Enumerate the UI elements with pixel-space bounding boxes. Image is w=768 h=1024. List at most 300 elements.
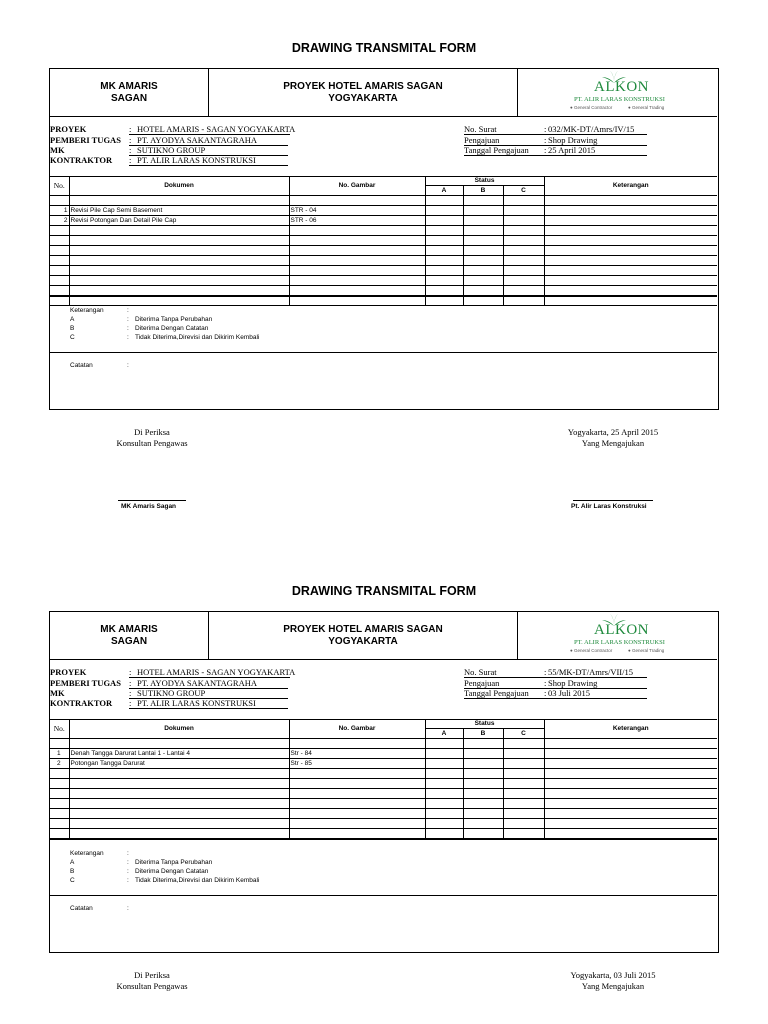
catatan-label: Catatan bbox=[70, 905, 93, 912]
info-value: 25 April 2015 bbox=[548, 145, 596, 155]
cell-dokumen: Revisi Potongan Dan Detail Pile Cap bbox=[69, 215, 289, 225]
legend-label: Keterangan bbox=[70, 307, 104, 314]
cell-b bbox=[463, 205, 503, 215]
header-consultant-line-1: MK AMARIS bbox=[100, 624, 158, 635]
info-colon: : bbox=[544, 678, 547, 688]
cell-empty bbox=[463, 225, 503, 235]
cell-empty bbox=[425, 255, 463, 265]
catatan-colon: : bbox=[127, 362, 129, 369]
info-label: MK bbox=[50, 688, 65, 698]
col-header-c: C bbox=[503, 185, 544, 195]
underline bbox=[129, 165, 288, 166]
cell-dokumen: Denah Tangga Darurat Lantai 1 - Lantai 4 bbox=[69, 748, 289, 758]
cell-keterangan bbox=[544, 748, 717, 758]
header-project bbox=[209, 69, 518, 117]
cell-empty bbox=[289, 285, 425, 295]
info-row-kontraktor bbox=[50, 155, 350, 165]
info-value: SUTIKNO GROUP bbox=[137, 688, 206, 698]
cell-empty bbox=[289, 225, 425, 235]
cell-empty bbox=[289, 265, 425, 275]
logo-company: PT. ALIR LARAS KONSTRUKSI bbox=[574, 639, 665, 646]
info-colon: : bbox=[544, 667, 547, 677]
info-colon: : bbox=[544, 135, 547, 145]
legend-item-a bbox=[70, 859, 213, 867]
cell-empty bbox=[289, 788, 425, 798]
info-colon: : bbox=[129, 688, 132, 698]
cell-empty bbox=[50, 798, 69, 808]
cell-empty bbox=[463, 265, 503, 275]
legend-item-a bbox=[70, 316, 213, 324]
cell-empty bbox=[50, 275, 69, 285]
info-value: HOTEL AMARIS - SAGAN YOGYAKARTA bbox=[137, 667, 296, 677]
underline bbox=[464, 155, 647, 156]
table-row bbox=[50, 788, 717, 798]
cell-empty bbox=[69, 808, 289, 818]
logo-tag-contractor: ● General Contractor bbox=[570, 105, 613, 110]
info-colon: : bbox=[129, 667, 132, 677]
cell-empty bbox=[463, 768, 503, 778]
cell-empty bbox=[289, 275, 425, 285]
cell-empty bbox=[503, 788, 544, 798]
cell-empty bbox=[69, 235, 289, 245]
col-header-gambar: No. Gambar bbox=[289, 720, 425, 738]
cell-empty bbox=[425, 285, 463, 295]
signature-left-name: MK Amaris Sagan bbox=[121, 503, 177, 510]
cell-no: 2 bbox=[50, 215, 69, 225]
info-label: No. Surat bbox=[464, 667, 497, 677]
cell-empty bbox=[544, 788, 717, 798]
cell-empty bbox=[544, 738, 717, 748]
signature-left bbox=[92, 970, 212, 992]
table-row bbox=[50, 205, 717, 215]
info-label: Tanggal Pengajuan bbox=[464, 145, 529, 155]
info-label: KONTRAKTOR bbox=[50, 155, 113, 165]
cell-empty bbox=[289, 768, 425, 778]
info-colon: : bbox=[544, 688, 547, 698]
legend-item-b bbox=[70, 325, 209, 333]
signature-right-line-2: Yang Mengajukan bbox=[581, 438, 645, 448]
info-colon: : bbox=[544, 124, 547, 134]
signature-left-line-1: Di Periksa bbox=[134, 427, 170, 437]
catatan-heading bbox=[70, 905, 129, 913]
legend-label: Keterangan bbox=[70, 850, 104, 857]
cell-empty bbox=[50, 768, 69, 778]
cell-empty bbox=[503, 798, 544, 808]
cell-empty bbox=[503, 275, 544, 285]
cell-empty bbox=[503, 738, 544, 748]
info-value: PT. AYODYA SAKANTAGRAHA bbox=[137, 678, 257, 688]
cell-c bbox=[503, 748, 544, 758]
col-header-status: Status bbox=[425, 177, 544, 185]
info-row-kontraktor bbox=[50, 698, 350, 708]
legend-section bbox=[50, 839, 717, 895]
catatan-label: Catatan bbox=[70, 362, 93, 369]
cell-empty bbox=[289, 195, 425, 205]
cell-empty bbox=[503, 818, 544, 828]
legend-code: A bbox=[70, 316, 75, 323]
cell-empty bbox=[463, 255, 503, 265]
table-row bbox=[50, 255, 717, 265]
cell-gambar: Str - 85 bbox=[289, 758, 425, 768]
cell-empty bbox=[69, 245, 289, 255]
info-value: PT. ALIR LARAS KONSTRUKSI bbox=[137, 155, 256, 165]
cell-empty bbox=[289, 798, 425, 808]
legend-code: B bbox=[70, 325, 75, 332]
cell-empty bbox=[425, 798, 463, 808]
cell-empty bbox=[69, 818, 289, 828]
info-colon: : bbox=[129, 155, 132, 165]
cell-no: 2 bbox=[50, 758, 69, 768]
company-logo bbox=[518, 69, 717, 117]
table-row bbox=[50, 768, 717, 778]
catatan-colon: : bbox=[127, 905, 129, 912]
cell-empty bbox=[50, 225, 69, 235]
col-header-a: A bbox=[425, 185, 463, 195]
info-label: No. Surat bbox=[464, 124, 497, 134]
legend-colon: : bbox=[127, 868, 129, 875]
cell-empty bbox=[50, 235, 69, 245]
legend-text: Diterima Tanpa Perubahan bbox=[135, 859, 213, 866]
underline bbox=[464, 698, 647, 699]
cell-empty bbox=[544, 225, 717, 235]
table-row bbox=[50, 748, 717, 758]
signature-left bbox=[92, 427, 212, 449]
cell-empty bbox=[425, 788, 463, 798]
legend-colon: : bbox=[127, 859, 129, 866]
form-header bbox=[50, 612, 717, 660]
table-row bbox=[50, 195, 717, 205]
cell-empty bbox=[503, 245, 544, 255]
info-value: 03 Juli 2015 bbox=[548, 688, 591, 698]
cell-empty bbox=[503, 768, 544, 778]
form-title: DRAWING TRANSMITAL FORM bbox=[291, 41, 477, 55]
cell-empty bbox=[50, 265, 69, 275]
cell-empty bbox=[544, 798, 717, 808]
table-header-row bbox=[50, 720, 717, 728]
info-colon: : bbox=[129, 135, 132, 145]
header-project-line-2: YOGYAKARTA bbox=[328, 93, 398, 104]
cell-empty bbox=[544, 808, 717, 818]
cell-empty bbox=[50, 255, 69, 265]
cell-empty bbox=[289, 828, 425, 838]
cell-c bbox=[503, 205, 544, 215]
catatan-heading bbox=[70, 362, 129, 370]
table-row bbox=[50, 275, 717, 285]
cell-empty bbox=[463, 828, 503, 838]
document-table bbox=[50, 177, 717, 306]
cell-empty bbox=[503, 828, 544, 838]
cell-c bbox=[503, 758, 544, 768]
legend-item-c bbox=[70, 877, 260, 885]
table-row bbox=[50, 758, 717, 768]
col-header-b: B bbox=[463, 728, 503, 738]
signature-right-name: Pt. Alir Laras Konstruksi bbox=[571, 503, 647, 510]
cell-empty bbox=[544, 778, 717, 788]
cell-gambar: Str - 84 bbox=[289, 748, 425, 758]
signature-right-line-1: Yogyakarta, 25 April 2015 bbox=[567, 427, 659, 437]
logo-tag-trading: ● General Trading bbox=[628, 105, 665, 110]
legend-code: C bbox=[70, 334, 75, 341]
col-header-no: No. bbox=[50, 720, 69, 738]
cell-empty bbox=[50, 808, 69, 818]
legend-text: Diterima Dengan Catatan bbox=[135, 868, 209, 875]
info-value: Shop Drawing bbox=[548, 135, 598, 145]
header-project bbox=[209, 612, 518, 660]
cell-empty bbox=[69, 828, 289, 838]
signature-right bbox=[553, 427, 673, 449]
cell-empty bbox=[503, 255, 544, 265]
table-row bbox=[50, 285, 717, 295]
table-row bbox=[50, 225, 717, 235]
project-info bbox=[50, 660, 717, 720]
cell-empty bbox=[503, 778, 544, 788]
logo-tag-contractor: ● General Contractor bbox=[570, 648, 613, 653]
cell-empty bbox=[69, 778, 289, 788]
header-project-line-1: PROYEK HOTEL AMARIS SAGAN bbox=[283, 81, 443, 92]
cell-empty bbox=[50, 818, 69, 828]
cell-empty bbox=[544, 245, 717, 255]
signature-left-line-1: Di Periksa bbox=[134, 970, 170, 980]
cell-empty bbox=[69, 738, 289, 748]
cell-keterangan bbox=[544, 758, 717, 768]
info-label: KONTRAKTOR bbox=[50, 698, 113, 708]
cell-gambar: STR - 04 bbox=[289, 205, 425, 215]
legend-code: B bbox=[70, 868, 75, 875]
catatan-section bbox=[50, 352, 717, 408]
info-value: SUTIKNO GROUP bbox=[137, 145, 206, 155]
table-header-row bbox=[50, 177, 717, 185]
cell-empty bbox=[463, 285, 503, 295]
legend-colon: : bbox=[127, 325, 129, 332]
header-consultant-line-2: SAGAN bbox=[110, 93, 148, 104]
cell-empty bbox=[503, 225, 544, 235]
cell-empty bbox=[544, 275, 717, 285]
cell-empty bbox=[503, 235, 544, 245]
cell-empty bbox=[544, 195, 717, 205]
signature-right-line-2: Yang Mengajukan bbox=[581, 981, 645, 991]
cell-empty bbox=[69, 798, 289, 808]
project-info bbox=[50, 117, 717, 177]
legend-text: Tidak Diterima,Direvisi dan Dikirim Kembali bbox=[135, 334, 260, 341]
col-header-status: Status bbox=[425, 720, 544, 728]
cell-empty bbox=[544, 285, 717, 295]
info-colon: : bbox=[544, 145, 547, 155]
info-row-no-surat bbox=[50, 667, 717, 677]
cell-empty bbox=[463, 778, 503, 788]
signature-right-line-1: Yogyakarta, 03 Juli 2015 bbox=[570, 970, 656, 980]
table-row bbox=[50, 798, 717, 808]
cell-empty bbox=[425, 778, 463, 788]
info-value: Shop Drawing bbox=[548, 678, 598, 688]
info-colon: : bbox=[129, 145, 132, 155]
header-consultant-line-2: SAGAN bbox=[110, 636, 148, 647]
cell-empty bbox=[50, 778, 69, 788]
table-row bbox=[50, 778, 717, 788]
legend-colon: : bbox=[127, 850, 129, 857]
form-box bbox=[49, 68, 719, 410]
info-label: PROYEK bbox=[50, 667, 87, 677]
col-header-a: A bbox=[425, 728, 463, 738]
cell-empty bbox=[463, 738, 503, 748]
form-title: DRAWING TRANSMITAL FORM bbox=[291, 584, 477, 598]
catatan-section bbox=[50, 895, 717, 951]
cell-empty bbox=[289, 245, 425, 255]
cell-empty bbox=[289, 818, 425, 828]
cell-empty bbox=[50, 828, 69, 838]
cell-empty bbox=[463, 818, 503, 828]
cell-b bbox=[463, 748, 503, 758]
info-colon: : bbox=[129, 678, 132, 688]
table-row bbox=[50, 235, 717, 245]
cell-dokumen: Revisi Pile Cap Semi Basement bbox=[69, 205, 289, 215]
cell-empty bbox=[544, 818, 717, 828]
cell-empty bbox=[289, 778, 425, 788]
cell-empty bbox=[503, 265, 544, 275]
cell-empty bbox=[69, 225, 289, 235]
cell-empty bbox=[463, 808, 503, 818]
cell-dokumen: Potongan Tangga Darurat bbox=[69, 758, 289, 768]
info-row-no-surat bbox=[50, 124, 717, 134]
info-label: PEMBERI TUGAS bbox=[50, 678, 121, 688]
cell-empty bbox=[69, 285, 289, 295]
legend-item-c bbox=[70, 334, 260, 342]
cell-empty bbox=[463, 195, 503, 205]
cell-empty bbox=[289, 738, 425, 748]
cell-empty bbox=[425, 235, 463, 245]
col-header-c: C bbox=[503, 728, 544, 738]
cell-empty bbox=[463, 788, 503, 798]
cell-empty bbox=[289, 808, 425, 818]
signature-right-rule bbox=[573, 500, 653, 501]
info-value: PT. ALIR LARAS KONSTRUKSI bbox=[137, 698, 256, 708]
cell-empty bbox=[544, 828, 717, 838]
legend-code: C bbox=[70, 877, 75, 884]
legend-code: A bbox=[70, 859, 75, 866]
cell-empty bbox=[425, 738, 463, 748]
cell-empty bbox=[503, 285, 544, 295]
legend-text: Tidak Diterima,Direvisi dan Dikirim Kembali bbox=[135, 877, 260, 884]
signature-left-line-2: Konsultan Pengawas bbox=[116, 438, 188, 448]
info-label: PEMBERI TUGAS bbox=[50, 135, 121, 145]
cell-empty bbox=[69, 768, 289, 778]
cell-empty bbox=[463, 798, 503, 808]
company-logo bbox=[518, 612, 717, 660]
cell-empty bbox=[544, 768, 717, 778]
legend-colon: : bbox=[127, 307, 129, 314]
info-row-pengajuan bbox=[50, 135, 717, 145]
cell-empty bbox=[50, 788, 69, 798]
info-colon: : bbox=[129, 698, 132, 708]
info-value: 55/MK-DT/Amrs/VII/15 bbox=[548, 667, 633, 677]
cell-empty bbox=[425, 245, 463, 255]
cell-empty bbox=[289, 235, 425, 245]
info-label: Tanggal Pengajuan bbox=[464, 688, 529, 698]
info-label: Pengajuan bbox=[464, 135, 500, 145]
cell-empty bbox=[425, 768, 463, 778]
col-header-keterangan: Keterangan bbox=[544, 720, 717, 738]
signature-left-rule bbox=[118, 500, 186, 501]
logo-company: PT. ALIR LARAS KONSTRUKSI bbox=[574, 96, 665, 103]
col-header-keterangan: Keterangan bbox=[544, 177, 717, 195]
cell-empty bbox=[425, 265, 463, 275]
legend-item-b bbox=[70, 868, 209, 876]
cell-empty bbox=[69, 788, 289, 798]
cell-empty bbox=[50, 195, 69, 205]
signature-right bbox=[553, 970, 673, 992]
underline bbox=[129, 708, 288, 709]
col-header-gambar: No. Gambar bbox=[289, 177, 425, 195]
cell-c bbox=[503, 215, 544, 225]
info-label: MK bbox=[50, 145, 65, 155]
cell-a bbox=[425, 205, 463, 215]
col-header-dokumen: Dokumen bbox=[69, 177, 289, 195]
cell-a bbox=[425, 215, 463, 225]
table-row bbox=[50, 265, 717, 275]
info-row-pengajuan bbox=[50, 678, 717, 688]
legend-colon: : bbox=[127, 316, 129, 323]
header-consultant bbox=[50, 612, 209, 660]
legend-heading bbox=[70, 850, 129, 858]
cell-empty bbox=[425, 275, 463, 285]
cell-empty bbox=[503, 195, 544, 205]
cell-empty bbox=[69, 195, 289, 205]
cell-keterangan bbox=[544, 215, 717, 225]
cell-gambar: STR - 06 bbox=[289, 215, 425, 225]
legend-colon: : bbox=[127, 877, 129, 884]
cell-empty bbox=[503, 808, 544, 818]
cell-empty bbox=[544, 265, 717, 275]
table-row bbox=[50, 818, 717, 828]
cell-empty bbox=[50, 285, 69, 295]
cell-empty bbox=[425, 818, 463, 828]
legend-heading bbox=[70, 307, 129, 315]
legend-section bbox=[50, 296, 717, 352]
form-header bbox=[50, 69, 717, 117]
cell-no: 1 bbox=[50, 205, 69, 215]
cell-keterangan bbox=[544, 205, 717, 215]
col-header-b: B bbox=[463, 185, 503, 195]
cell-empty bbox=[425, 225, 463, 235]
cell-empty bbox=[425, 195, 463, 205]
info-value: HOTEL AMARIS - SAGAN YOGYAKARTA bbox=[137, 124, 296, 134]
logo-name: ALKON bbox=[594, 622, 649, 638]
cell-empty bbox=[50, 245, 69, 255]
document-table bbox=[50, 720, 717, 839]
info-row-tanggal bbox=[50, 688, 717, 698]
cell-empty bbox=[50, 738, 69, 748]
table-row bbox=[50, 828, 717, 838]
cell-empty bbox=[69, 275, 289, 285]
col-header-dokumen: Dokumen bbox=[69, 720, 289, 738]
col-header-no: No. bbox=[50, 177, 69, 195]
cell-b bbox=[463, 758, 503, 768]
legend-colon: : bbox=[127, 334, 129, 341]
transmittal-form-2 bbox=[0, 543, 768, 1024]
table-row bbox=[50, 808, 717, 818]
header-consultant-line-1: MK AMARIS bbox=[100, 81, 158, 92]
table-row bbox=[50, 738, 717, 748]
legend-text: Diterima Dengan Catatan bbox=[135, 325, 209, 332]
form-box bbox=[49, 611, 719, 953]
header-project-line-1: PROYEK HOTEL AMARIS SAGAN bbox=[283, 624, 443, 635]
cell-empty bbox=[289, 255, 425, 265]
cell-empty bbox=[544, 255, 717, 265]
cell-empty bbox=[69, 255, 289, 265]
info-label: PROYEK bbox=[50, 124, 87, 134]
info-row-tanggal bbox=[50, 145, 717, 155]
signature-left-line-2: Konsultan Pengawas bbox=[116, 981, 188, 991]
info-label: Pengajuan bbox=[464, 678, 500, 688]
